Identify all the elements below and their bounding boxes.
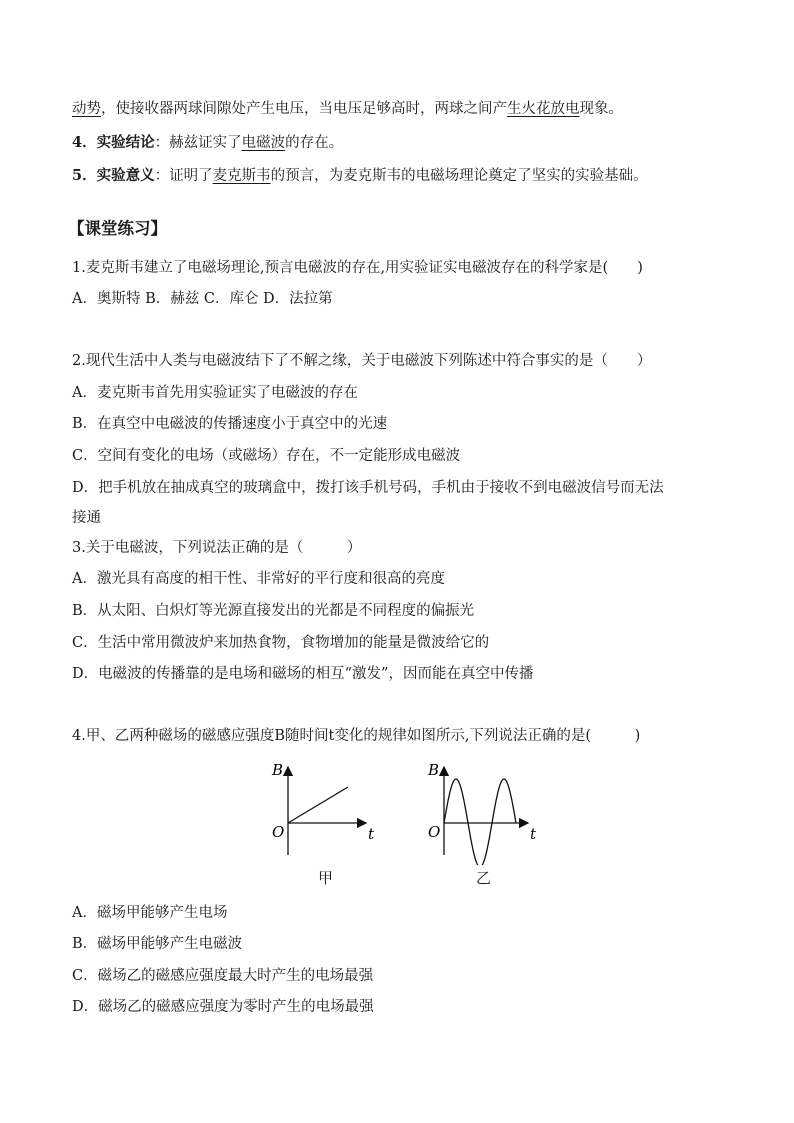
question-4-stem: 4.甲、乙两种磁场的磁感应强度B随时间t变化的规律如图所示,下列说法正确的是( ) [72,728,641,744]
label-bold: 5．实验意义 [72,167,155,184]
question-2-option-d: D．把手机放在抽成真空的玻璃盒中，拨打该手机号码，手机由于接收不到电磁波信号而无法 [72,480,664,496]
text: ：赫兹证实了 [154,135,242,151]
y-axis-label: B [428,761,440,779]
underlined-term: 动势 [72,101,101,117]
origin-label: O [428,823,441,841]
x-axis-label: t [530,825,537,843]
underlined-term: 麦克斯韦 [212,168,271,184]
caption-yi: 乙 [476,869,492,887]
sine-b-curve [444,779,516,865]
question-3-stem: 3.关于电磁波，下列说法正确的是（ ） [72,540,362,556]
underlined-term: 电磁波 [241,135,286,151]
caption-jia: 甲 [318,869,334,887]
question-1-options: A．奥斯特 B．赫兹 C．库仑 D．法拉第 [72,291,333,307]
question-3-option-b: B．从太阳、白炽灯等光源直接发出的光都是不同程度的偏振光 [72,603,475,619]
question-3-option-c: C．生活中常用微波炉来加热食物，食物增加的能量是微波给它的 [72,635,490,651]
question-1-stem: 1.麦克斯韦建立了电磁场理论,预言电磁波的存在,用实验证实电磁波存在的科学家是( ) [72,260,643,276]
x-axis-label: t [368,825,375,843]
text: 现象。 [579,101,623,117]
text: ：证明了 [154,168,213,184]
underlined-term: 生火花放电 [507,101,580,117]
graph-jia [262,755,382,865]
paragraph-4 [72,133,343,153]
question-2-option-a: A．麦克斯韦首先用实验证实了电磁波的存在 [72,385,358,401]
label-bold: 4．实验结论 [72,134,155,151]
question-2-stem: 2.现代生活中人类与电磁波结下了不解之缘，关于电磁波下列陈述中符合事实的是（ ） [72,353,652,369]
question-3-option-a: A．激光具有高度的相干性、非常好的平行度和很高的亮度 [72,571,445,587]
y-axis-label: B [272,761,284,779]
paragraph-5 [72,166,648,186]
question-4-option-b: B．磁场甲能够产生电磁波 [72,936,243,952]
question-2-option-b: B．在真空中电磁波的传播速度小于真空中的光速 [72,416,388,432]
question-2-option-d-continued: 接通 [72,510,101,526]
text: 的存在。 [285,135,344,151]
question-3-option-d: D．电磁波的传播靠的是电场和磁场的相互“激发”，因而能在真空中传播 [72,666,534,682]
origin-label: O [272,823,285,841]
question-2-option-c: C．空间有变化的电场（或磁场）存在，不一定能形成电磁波 [72,448,461,464]
figure-b-t-graphs [262,755,552,890]
text: ，使接收器两球间隙处产生电压，当电压足够高时，两球之间产 [101,101,507,117]
paragraph-3 [72,99,623,119]
question-4-option-a: A．磁场甲能够产生电场 [72,905,228,921]
question-4-option-c: C．磁场乙的磁感应强度最大时产生的电场最强 [72,968,374,984]
text: 的预言，为麦克斯韦的电磁场理论奠定了坚实的实验基础。 [270,168,648,184]
question-4-option-d: D．磁场乙的磁感应强度为零时产生的电场最强 [72,999,374,1015]
section-title: 【课堂练习】 [68,219,167,238]
linear-b-line [288,787,348,823]
graph-yi [424,755,544,865]
